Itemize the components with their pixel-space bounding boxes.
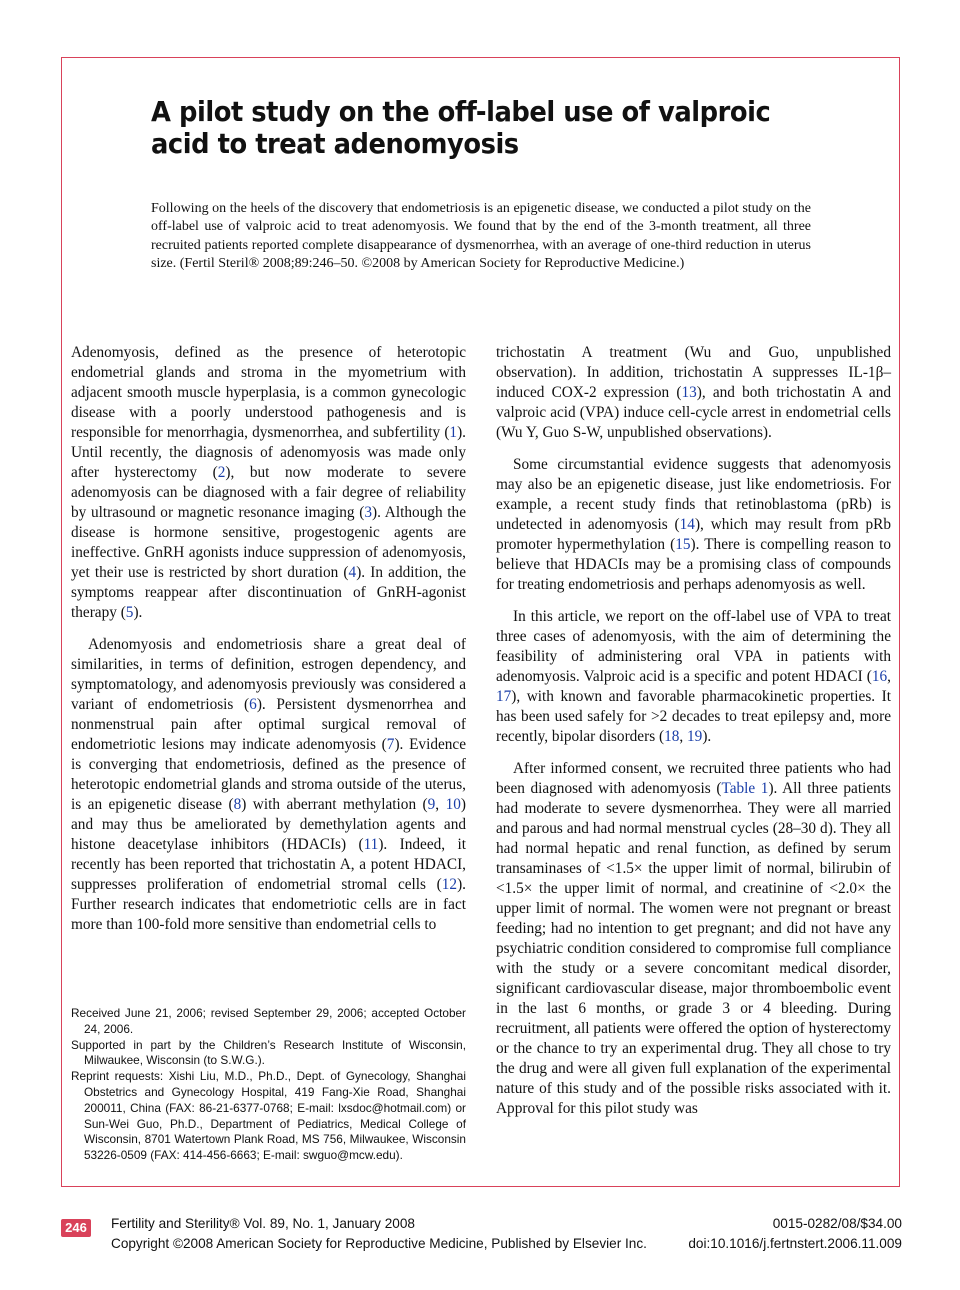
- reference-link[interactable]: 11: [363, 836, 379, 853]
- abstract: Following on the heels of the discovery that endometriosis is an epigenetic disease, we conducted a pilot study on the off-label use of valproic acid to treat adenomyosis. We found that by the end of the 3-month treatment, all three recruited patients reported complete disappearance of dysmenorrhea, with an average of one-third reduction in uterus size. (Fertil Steril® 2008;89:246–50. ©2008 by American Society for Reproductive Medicine.): [151, 201, 811, 272]
- issn-line: 0015-0282/08/$34.00: [772, 1216, 902, 1231]
- body-paragraph: [71, 635, 466, 935]
- body-text: In this article, we report on the off-label use of VPA to treat three cases of adenomyosis, with the aim of determining the feasibility of administering oral VPA in patients with adenomyosis. Valproic acid is a specific and potent HDACI (: [496, 608, 891, 685]
- page-number: 246: [61, 1219, 91, 1237]
- body-text: ). Although the disease is hormone sensitive, progestogenic agents are ineffective. GnRH agonists induce suppression of adenomyosis, yet their use is restricted by short duration (: [71, 504, 466, 581]
- body-text: ,: [679, 728, 688, 745]
- body-text: ). All three patients had moderate to severe dysmenorrhea. They were all married and parous and had normal menstrual cycles (28–30 d). They all had normal hepatic and renal function, as defined by serum transaminases of <1.5× the upper limit of normal, bilirubin of <1.5× the upper limit of normal, and creatinine of <2.0× the upper limit of normal. The women were not pregnant or breast feeding; had no intention to get pregnant; and did not have any psychiatric condition considered to compromise full compliance with the study or a severe concomitant medical disorder, significant cardiovascular disease, major thromboembolic event in the last 6 months, or grade 3 or 4 bleeding. During recruitment, all patients were offered the option of hysterectomy or the chance to try an experimental drug. They all chose to try the drug and were all given full explanation of the experimental nature of this study and of the possible risks associated with it. Approval for this pilot study was: [496, 780, 891, 1117]
- reference-link[interactable]: 5: [125, 604, 134, 621]
- copyright-line: Copyright ©2008 American Society for Reproductive Medicine, Published by Elsevier Inc.: [111, 1236, 647, 1251]
- reference-link[interactable]: Table 1: [721, 780, 769, 797]
- body-right-column: [496, 343, 891, 1119]
- reference-link[interactable]: 6: [249, 696, 257, 713]
- body-text: Adenomyosis, defined as the presence of heterotopic endometrial glands and stroma in the myometrium with adjacent smooth muscle hyperplasia, is a common gynecologic disease with a poorly understood pathogenesis and is responsible for menorrhagia, dysmenorrhea, and subfertility (: [71, 344, 466, 441]
- body-text: ). In addition, the symptoms reappear after discontinuation of GnRH-agonist therapy (: [71, 564, 466, 621]
- reference-link[interactable]: 8: [233, 796, 242, 813]
- body-text: ), which may result from pRb promoter hypermethylation (: [496, 516, 891, 553]
- body-text: ).: [133, 604, 143, 621]
- footnotes: [71, 1006, 466, 1164]
- reference-link[interactable]: 12: [441, 876, 458, 893]
- doi-link[interactable]: doi:10.1016/j.fertnstert.2006.11.009: [688, 1236, 902, 1251]
- reference-link[interactable]: 10: [445, 796, 461, 813]
- reference-link[interactable]: 13: [681, 384, 697, 401]
- reference-link[interactable]: 18: [664, 728, 680, 745]
- reference-link[interactable]: 16: [871, 668, 888, 685]
- body-text: ) with aberrant methylation (: [241, 796, 428, 813]
- body-text: Some circumstantial evidence suggests that adenomyosis may also be an epigenetic disease, just like endometriosis. For example, a recent study finds that retinoblastoma (pRb) is undetected in adenomyosis (: [496, 456, 891, 533]
- body-text: ). There is compelling reason to believe that HDACIs may be a promising class of compounds for treating endometriosis and perhaps adenomyosis as well.: [496, 536, 891, 593]
- body-text: ). Until recently, the diagnosis of adenomyosis was made only after hysterectomy (: [71, 424, 466, 481]
- body-paragraph: [496, 607, 891, 747]
- support-note: Supported in part by the Children’s Research Institute of Wisconsin, Milwaukee, Wisconsin (to S.W.G.).: [71, 1037, 466, 1068]
- reference-link[interactable]: 14: [679, 516, 695, 533]
- doi-line[interactable]: [688, 1236, 902, 1251]
- body-paragraph: [496, 759, 891, 1119]
- reference-link[interactable]: 9: [427, 796, 436, 813]
- body-text: ). Further research indicates that endometriotic cells are in fact more than 100-fold more sensitive than endometrial cells to: [71, 876, 466, 933]
- body-text: ).: [702, 728, 712, 745]
- reference-link[interactable]: 15: [675, 536, 691, 553]
- article-title: A pilot study on the off-label use of valproic acid to treat adenomyosis: [151, 95, 771, 160]
- body-text: ) and may thus be ameliorated by demethylation agents and histone deacetylase inhibitors (HDACIs) (: [71, 796, 466, 853]
- reference-link[interactable]: 2: [217, 464, 226, 481]
- received-note: Received June 21, 2006; revised September 29, 2006; accepted October 24, 2006.: [71, 1006, 466, 1036]
- body-paragraph: [496, 343, 891, 443]
- body-text: Adenomyosis and endometriosis share a great deal of similarities, in terms of definition, estrogen dependency, and symptomatology, and adenomyosis previously was considered a variant of endometriosis (: [71, 636, 466, 713]
- body-text: After informed consent, we recruited three patients who had been diagnosed with adenomyosis (: [496, 760, 891, 797]
- body-text: ). Evidence is converging that endometriosis, defined as the presence of heterotopic endometrial glands and stroma outside of the uterus, is an epigenetic disease (: [71, 736, 466, 813]
- body-paragraph: [496, 455, 891, 595]
- body-paragraph: [71, 343, 466, 623]
- reprint-note: Reprint requests: Xishi Liu, M.D., Ph.D., Dept. of Gynecology, Shanghai Obstetrics and Gynecology Hospital, 419 Fang-Xie Road, Shanghai 200011, China (FAX: 86-21-6377-0768; E-mail: lxsdoc@hotmail.com) or Sun-Wei Guo, Ph.D., Department of Pediatrics, Medical College of Wisconsin, 8701 Watertown Plank Road, MS 756, Milwaukee, Wisconsin 53226-0509 (FAX: 414-456-6663; E-mail: swguo@mcw.edu).: [71, 1069, 466, 1163]
- reference-link[interactable]: 4: [348, 564, 357, 581]
- body-text: ). Indeed, it recently has been reported that trichostatin A, a potent HDACI, suppresses proliferation of endometrial stromal cells (: [71, 836, 466, 893]
- journal-citation: Fertility and Sterility® Vol. 89, No. 1, January 2008: [111, 1216, 415, 1231]
- body-text: ,: [887, 668, 891, 685]
- body-text: trichostatin A treatment (Wu and Guo, unpublished observation). In addition, trichostatin A suppresses IL-1β–induced COX-2 expression (: [496, 344, 891, 401]
- page-footer: [61, 1214, 902, 1254]
- reference-link[interactable]: 7: [386, 736, 395, 753]
- body-left-column: [71, 343, 466, 935]
- reference-link[interactable]: 1: [449, 424, 458, 441]
- reference-link[interactable]: 17: [496, 688, 512, 705]
- body-text: ,: [435, 796, 446, 813]
- reference-link[interactable]: 3: [364, 504, 373, 521]
- reference-link[interactable]: 19: [687, 728, 703, 745]
- body-text: ), but now moderate to severe adenomyosis can be diagnosed with a fair degree of reliability by ultrasound or magnetic resonance imaging (: [71, 464, 466, 521]
- body-text: ), with known and favorable pharmacokinetic properties. It has been used safely for >2 decades to treat epilepsy and, more recently, bipolar disorders (: [496, 688, 891, 745]
- body-text: ), and both trichostatin A and valproic acid (VPA) induce cell-cycle arrest in endometrial cells (Wu Y, Guo S-W, unpublished observations).: [496, 384, 891, 441]
- body-text: ). Persistent dysmenorrhea and nonmenstrual pain after optimal surgical removal of endometriotic lesions may indicate adenomyosis (: [71, 696, 466, 753]
